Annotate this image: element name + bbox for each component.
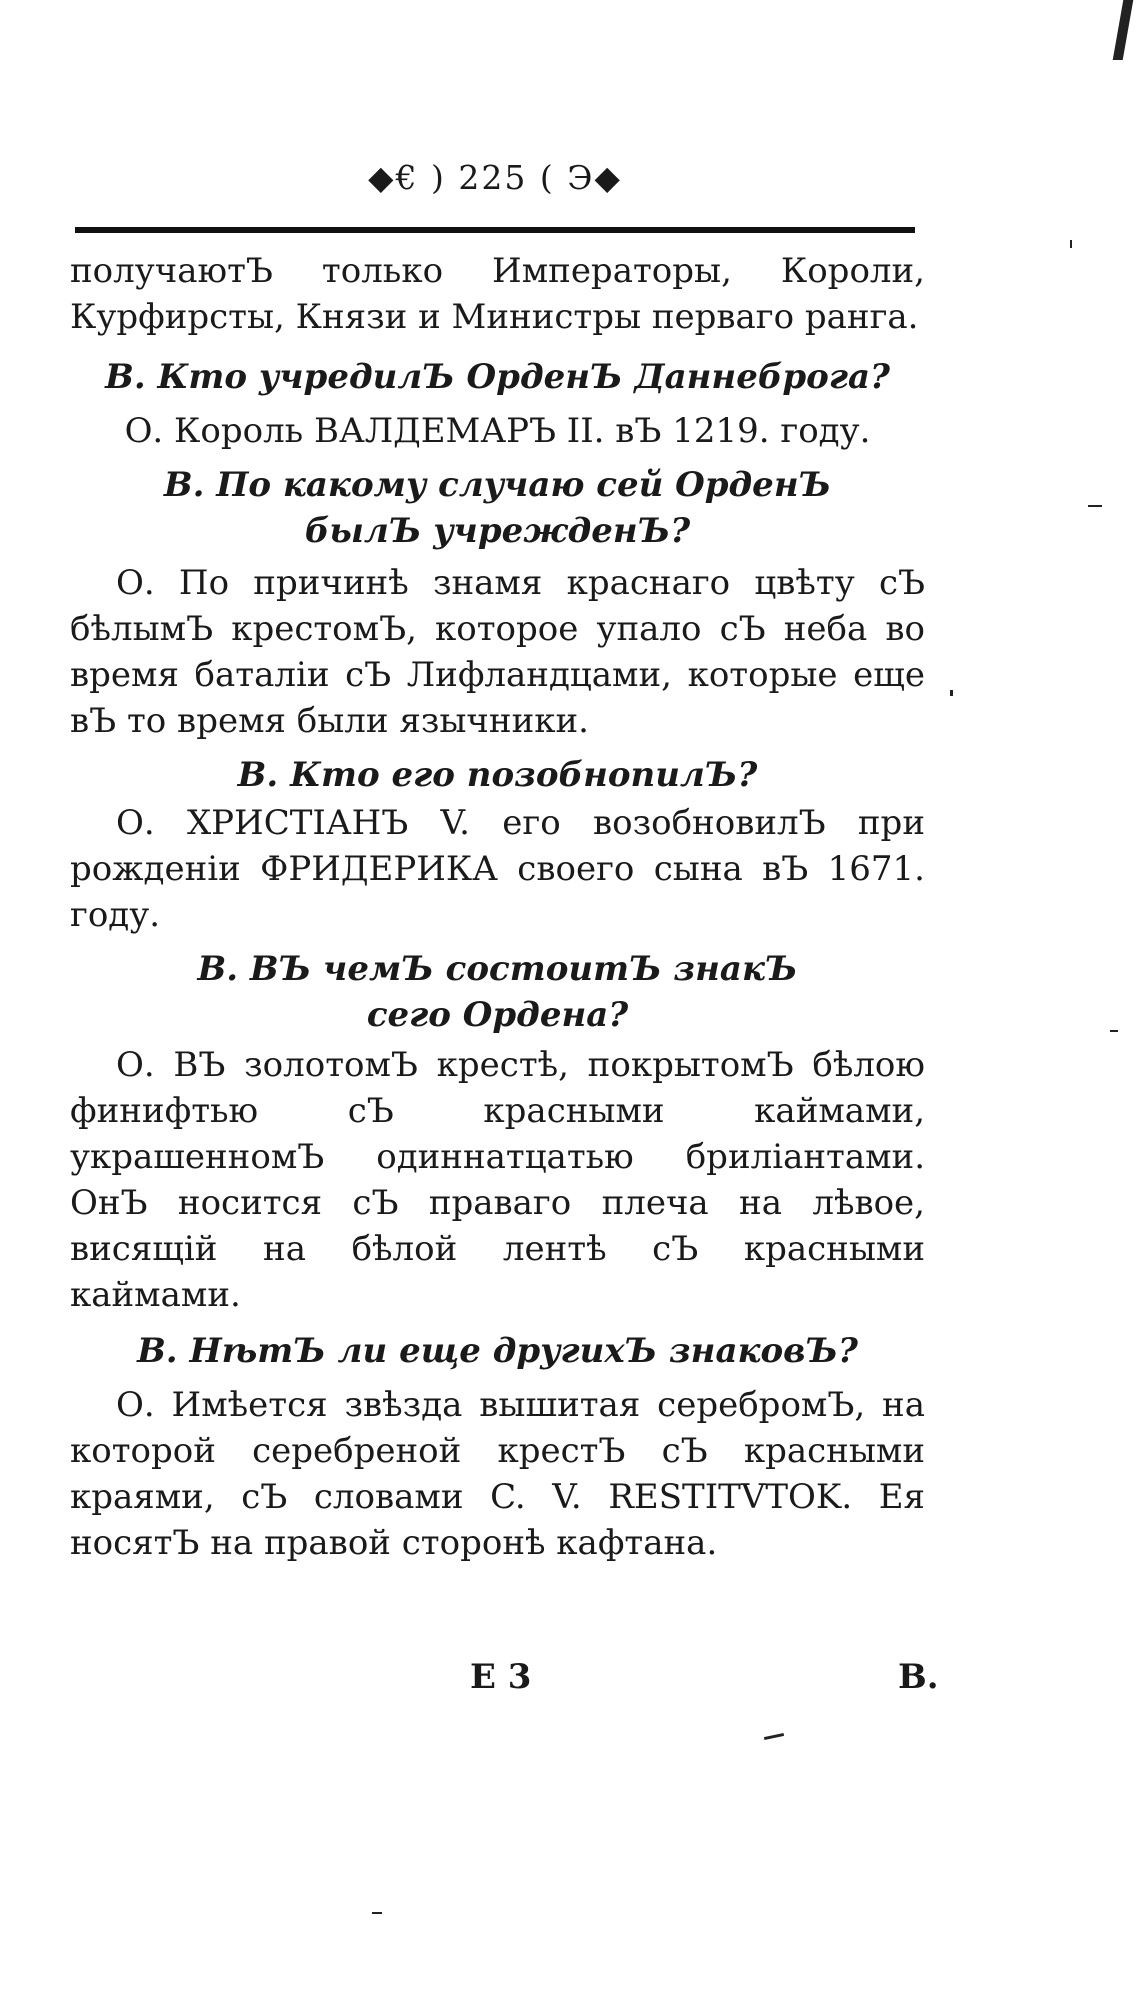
question-3: В. Кто его позобнопилЪ? [237,755,758,795]
header-rule [75,227,915,233]
scan-speck [950,690,953,696]
paragraph-continuation: получаютЪ только Императоры, Короли, Курфирсты, Князи и Министры перваго ранга. [70,251,925,337]
answer-5: О. Имѣется звѣзда вышитая серебромЪ, на которой серебреной крестЪ сЪ красными краями, сЪ словами C. V. RESTITVTOK. Ея носятЪ на правой сторонѣ кафтана. [70,1385,925,1563]
scan-speck [764,1733,784,1740]
scan-speck [1088,505,1102,507]
scan-mark-corner [1113,0,1134,60]
answer-2: О. По причинѣ знамя краснаго цвѣту сЪ бѣлымЪ крестомЪ, которое упало сЪ неба во время баталіи сЪ Лифландцами, которые еще вЪ то время были язычники. [70,563,925,741]
page-body [70,248,925,1566]
question-4: В. ВЪ чемЪ состоитЪ знакЪ сего Ордена? [197,949,798,1035]
catchword: В. [898,1657,939,1697]
question-2: В. По какому случаю сей ОрденЪ былЪ учрежденЪ? [163,465,832,551]
answer-3: О. ХРИСТІАНЪ V. его возобновилЪ при рожденіи ФРИДЕРИКА своего сына вЪ 1671. году. [70,803,925,935]
answer-1: О. Король ВАЛДЕМАРЪ II. вЪ 1219. году. [124,411,871,451]
scan-speck [1070,240,1072,248]
scan-speck [372,1912,382,1914]
signature-mark: Е 3 [470,1657,532,1697]
question-1: В. Кто учредилЪ ОрденЪ Даннеброга? [105,357,890,397]
page-header: ◆€ ) 225 ( Э◆ [368,158,622,197]
question-5: В. НѣтЪ ли еще другихЪ знаковЪ? [137,1331,858,1371]
scan-speck [1110,1030,1118,1032]
answer-4: О. ВЪ золотомЪ крестѣ, покрытомЪ бѣлою финифтью сЪ красными каймами, украшенномЪ одиннатцатью бриліантами. ОнЪ носится сЪ праваго плеча на лѣвое, висящій на бѣлой лентѣ сЪ красными каймами. [70,1045,925,1315]
